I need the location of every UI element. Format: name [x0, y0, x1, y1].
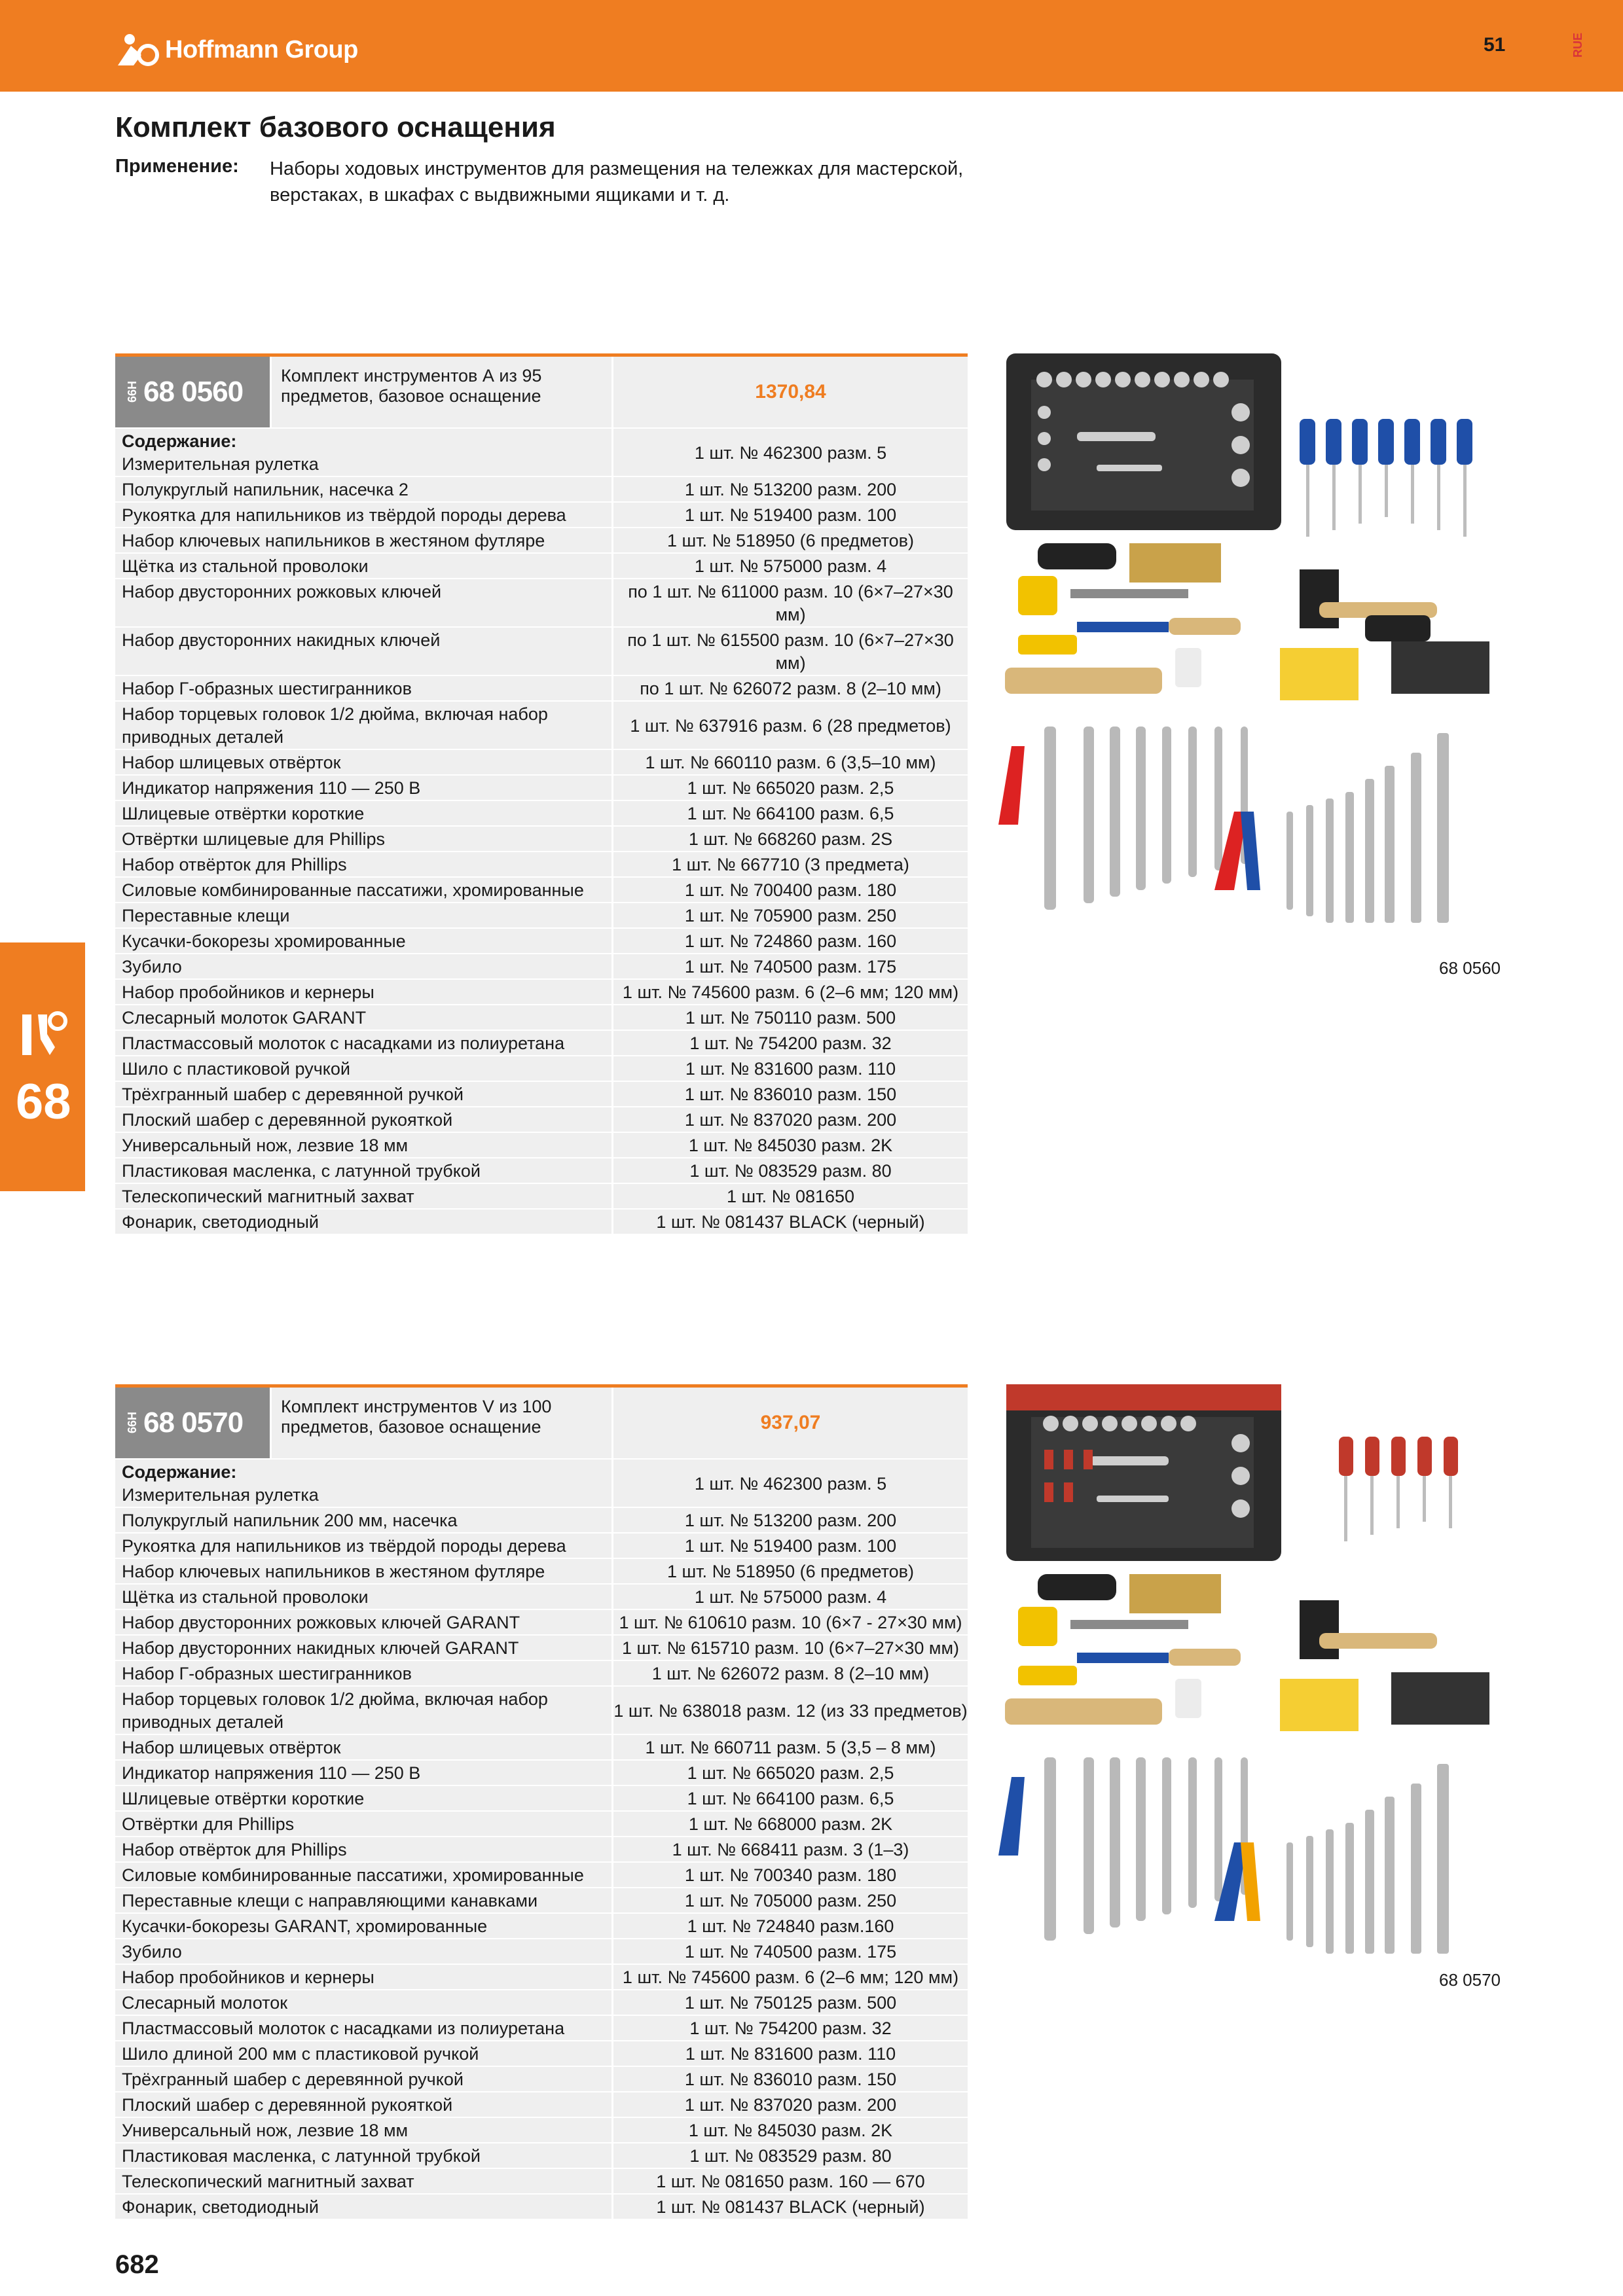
item-name: [115, 1610, 611, 1634]
item-spec: 1 шт. № 836010 разм. 150: [611, 2067, 968, 2091]
item-name: [115, 929, 611, 953]
item-name-text: Отвёртки для Phillips: [122, 1814, 295, 1834]
item-name: [115, 2092, 611, 2117]
item-spec: по 1 шт. № 611000 разм. 10 (6×7–27×30 мм): [611, 579, 968, 626]
item-spec: 1 шт. № 518950 (6 предметов): [611, 1559, 968, 1583]
item-spec: 1 шт. № 462300 разм. 5: [611, 1460, 968, 1507]
table-row: [115, 1208, 968, 1234]
item-name-text: Набор пробойников и кернеры: [122, 1967, 374, 1987]
item-name: [115, 750, 611, 774]
tools-icon: [18, 1008, 68, 1060]
item-name: [115, 628, 611, 675]
item-spec: 1 шт. № 754200 разм. 32: [611, 2016, 968, 2040]
table-row: [115, 476, 968, 501]
item-name: [115, 1863, 611, 1887]
table-row: [115, 527, 968, 552]
item-spec: 1 шт. № 754200 разм. 32: [611, 1031, 968, 1055]
tool-set-image: [998, 353, 1509, 942]
item-name: [115, 1056, 611, 1081]
table-row: [115, 1183, 968, 1208]
item-spec: 1 шт. № 745600 разм. 6 (2–6 мм; 120 мм): [611, 980, 968, 1004]
table-row: [115, 1836, 968, 1861]
item-name: [115, 1914, 611, 1938]
table-row: [115, 1157, 968, 1183]
table-row: [115, 774, 968, 800]
contents-label: Содержание:: [122, 1462, 237, 1482]
item-name-text: Измерительная рулетка: [122, 454, 319, 474]
item-spec: 1 шт. № 462300 разм. 5: [611, 429, 968, 476]
item-spec: 1 шт. № 724860 разм. 160: [611, 929, 968, 953]
item-spec: 1 шт. № 615710 разм. 10 (6×7–27×30 мм): [611, 1636, 968, 1660]
item-name-text: Шлицевые отвёртки короткие: [122, 1789, 365, 1808]
item-name-text: Силовые комбинированные пассатижи, хромированные: [122, 880, 584, 900]
contents-table: [115, 1458, 968, 2219]
item-name-text: Щётка из стальной проволоки: [122, 1587, 369, 1607]
item-name: [115, 1939, 611, 1964]
item-name-text: Плоский шабер с деревянной рукояткой: [122, 1110, 453, 1130]
item-name-text: Шило длиной 200 мм с пластиковой ручкой: [122, 2044, 479, 2064]
item-name: [115, 2016, 611, 2040]
table-row: [115, 1861, 968, 1887]
item-name: [115, 1184, 611, 1208]
item-spec: 1 шт. № 610610 разм. 10 (6×7 - 27×30 мм): [611, 1610, 968, 1634]
item-name-text: Измерительная рулетка: [122, 1485, 319, 1505]
table-row: [115, 1055, 968, 1081]
item-spec: 1 шт. № 575000 разм. 4: [611, 554, 968, 578]
item-spec: по 1 шт. № 626072 разм. 8 (2–10 мм): [611, 676, 968, 700]
item-spec: 1 шт. № 081650: [611, 1184, 968, 1208]
item-name: [115, 878, 611, 902]
item-name-text: Телескопический магнитный захват: [122, 2172, 414, 2191]
item-name: [115, 1158, 611, 1183]
table-row: [115, 1532, 968, 1558]
item-name-text: Набор торцевых головок 1/2 дюйма, включая набор приводных деталей: [122, 1689, 548, 1732]
item-name: [115, 1508, 611, 1532]
brand-logo[interactable]: [115, 33, 358, 67]
item-name-text: Универсальный нож, лезвие 18 мм: [122, 1136, 409, 1155]
item-name: [115, 1133, 611, 1157]
table-row: [115, 1558, 968, 1583]
table-row: [115, 1507, 968, 1532]
item-name-text: Слесарный молоток GARANT: [122, 1008, 367, 1028]
item-spec: 1 шт. № 845030 разм. 2K: [611, 1133, 968, 1157]
item-name-text: Индикатор напряжения 110 — 250 В: [122, 778, 421, 798]
item-spec: 1 шт. № 081437 BLACK (черный): [611, 1210, 968, 1234]
table-row: [115, 1004, 968, 1030]
item-spec: 1 шт. № 664100 разм. 6,5: [611, 1786, 968, 1810]
table-row: [115, 978, 968, 1004]
table-row: [115, 1685, 968, 1734]
item-name: [115, 1636, 611, 1660]
table-row: [115, 876, 968, 902]
product-code[interactable]: 68 0570: [143, 1407, 244, 1439]
contents-table: [115, 427, 968, 1234]
item-name: [115, 2118, 611, 2142]
product-image: [998, 353, 1509, 942]
item-spec: 1 шт. № 083529 разм. 80: [611, 2144, 968, 2168]
page-header: [0, 0, 1623, 92]
item-spec: 1 шт. № 519400 разм. 100: [611, 503, 968, 527]
item-name: [115, 1107, 611, 1132]
item-spec: 1 шт. № 626072 разм. 8 (2–10 мм): [611, 1661, 968, 1685]
table-row: [115, 953, 968, 978]
item-name-text: Набор торцевых головок 1/2 дюйма, включая набор приводных деталей: [122, 704, 548, 747]
item-name-text: Переставные клещи с направляющими канавками: [122, 1891, 538, 1910]
item-name: [115, 2067, 611, 2091]
product-prefix: 66H: [126, 1412, 139, 1434]
item-name-text: Переставные клещи: [122, 906, 290, 925]
application-label: Применение:: [115, 156, 239, 177]
item-spec: 1 шт. № 638018 разм. 12 (из 33 предметов): [611, 1687, 968, 1734]
item-spec: 1 шт. № 750125 разм. 500: [611, 1990, 968, 2015]
table-row: [115, 902, 968, 927]
item-spec: 1 шт. № 831600 разм. 110: [611, 2041, 968, 2066]
item-name: [115, 503, 611, 527]
item-spec: 1 шт. № 837020 разм. 200: [611, 1107, 968, 1132]
product-image: [998, 1384, 1509, 1973]
product-name: Комплект инструментов А из 95 предметов, базовое оснащение: [270, 357, 611, 427]
table-row: [115, 2091, 968, 2117]
item-name: [115, 1761, 611, 1785]
item-name: [115, 1837, 611, 1861]
item-name: [115, 776, 611, 800]
table-row: [115, 825, 968, 851]
table-row: [115, 1989, 968, 2015]
item-name: [115, 1082, 611, 1106]
item-spec: 1 шт. № 513200 разм. 200: [611, 477, 968, 501]
table-row: [115, 1458, 968, 1507]
table-row: [115, 675, 968, 700]
item-spec: 1 шт. № 660711 разм. 5 (3,5 – 8 мм): [611, 1735, 968, 1759]
item-name: [115, 2144, 611, 2168]
contents-label: Содержание:: [122, 431, 237, 451]
table-row: [115, 1785, 968, 1810]
item-name-text: Плоский шабер с деревянной рукояткой: [122, 2095, 453, 2115]
item-name-text: Щётка из стальной проволоки: [122, 556, 369, 576]
table-row: [115, 501, 968, 527]
item-spec: 1 шт. № 518950 (6 предметов): [611, 528, 968, 552]
table-row: [115, 2193, 968, 2219]
item-name-text: Трёхгранный шабер с деревянной ручкой: [122, 2070, 464, 2089]
item-name-text: Кусачки-бокорезы хромированные: [122, 931, 406, 951]
item-name: [115, 528, 611, 552]
item-name: [115, 980, 611, 1004]
item-name: [115, 954, 611, 978]
item-name: [115, 1005, 611, 1030]
item-name-text: Пластиковая масленка, с латунной трубкой: [122, 2146, 481, 2166]
item-name-text: Набор ключевых напильников в жестяном футляре: [122, 1562, 545, 1581]
item-name-text: Пластмассовый молоток с насадками из полиуретана: [122, 1033, 565, 1053]
page-number-bottom: 682: [115, 2250, 159, 2279]
item-name-text: Набор Г-образных шестигранников: [122, 1664, 412, 1683]
item-name: [115, 1031, 611, 1055]
item-name-text: Рукоятка для напильников из твёрдой породы дерева: [122, 505, 566, 525]
tool-set-image: [998, 1384, 1509, 1973]
product-id: [115, 357, 270, 427]
table-row: [115, 1660, 968, 1685]
item-name: [115, 1559, 611, 1583]
item-name-text: Зубило: [122, 1942, 182, 1962]
item-spec: 1 шт. № 700340 разм. 180: [611, 1863, 968, 1887]
product-id: [115, 1388, 270, 1458]
table-row: [115, 578, 968, 626]
item-spec: 1 шт. № 637916 разм. 6 (28 предметов): [611, 702, 968, 749]
item-name-text: Слесарный молоток: [122, 1993, 288, 2013]
item-name: [115, 1460, 611, 1507]
item-name: [115, 702, 611, 749]
table-row: [115, 1759, 968, 1785]
item-spec: 1 шт. № 668260 разм. 2S: [611, 827, 968, 851]
table-row: [115, 2117, 968, 2142]
item-name-text: Набор двусторонних накидных ключей: [122, 630, 441, 650]
item-name-text: Кусачки-бокорезы GARANT, хромированные: [122, 1916, 488, 1936]
hoffmann-logo-icon: [115, 33, 161, 67]
table-row: [115, 749, 968, 774]
item-name: [115, 477, 611, 501]
item-name-text: Зубило: [122, 957, 182, 977]
item-name-text: Отвёртки шлицевые для Phillips: [122, 829, 386, 849]
table-row: [115, 427, 968, 476]
item-spec: 1 шт. № 724840 разм.160: [611, 1914, 968, 1938]
table-row: [115, 2066, 968, 2091]
table-row: [115, 927, 968, 953]
item-spec: 1 шт. № 664100 разм. 6,5: [611, 801, 968, 825]
item-name-text: Набор отвёрток для Phillips: [122, 1840, 347, 1859]
item-spec: 1 шт. № 705900 разм. 250: [611, 903, 968, 927]
item-name-text: Универсальный нож, лезвие 18 мм: [122, 2121, 409, 2140]
item-spec: 1 шт. № 660110 разм. 6 (3,5–10 мм): [611, 750, 968, 774]
item-name: [115, 1210, 611, 1234]
item-spec: 1 шт. № 083529 разм. 80: [611, 1158, 968, 1183]
chapter-number: 68: [16, 1074, 71, 1130]
item-name-text: Набор двусторонних рожковых ключей: [122, 582, 442, 601]
table-row: [115, 1634, 968, 1660]
table-row: [115, 1583, 968, 1609]
table-row: [115, 851, 968, 876]
item-name-text: Полукруглый напильник, насечка 2: [122, 480, 409, 499]
product-section: [115, 1384, 968, 2219]
table-row: [115, 1912, 968, 1938]
item-name-text: Фонарик, светодиодный: [122, 2197, 319, 2217]
item-spec: 1 шт. № 668411 разм. 3 (1–3): [611, 1837, 968, 1861]
item-name-text: Набор шлицевых отвёрток: [122, 1738, 341, 1757]
item-spec: 1 шт. № 700400 разм. 180: [611, 878, 968, 902]
page-number-top: 51: [1484, 34, 1506, 56]
item-name-text: Набор отвёрток для Phillips: [122, 855, 347, 874]
table-row: [115, 552, 968, 578]
item-spec: 1 шт. № 740500 разм. 175: [611, 1939, 968, 1964]
product-price: 937,07: [611, 1388, 968, 1458]
item-name: [115, 2195, 611, 2219]
table-row: [115, 2168, 968, 2193]
language-code: RUE: [1571, 33, 1584, 58]
table-row: [115, 2040, 968, 2066]
item-name: [115, 1990, 611, 2015]
item-spec: 1 шт. № 837020 разм. 200: [611, 2092, 968, 2117]
product-prefix: 66H: [126, 381, 139, 403]
item-name-text: Фонарик, светодиодный: [122, 1212, 319, 1232]
image-caption: 68 0560: [1439, 958, 1501, 978]
item-name-text: Полукруглый напильник 200 мм, насечка: [122, 1511, 458, 1530]
item-spec: 1 шт. № 745600 разм. 6 (2–6 мм; 120 мм): [611, 1965, 968, 1989]
item-name-text: Телескопический магнитный захват: [122, 1187, 414, 1206]
item-name-text: Рукоятка для напильников из твёрдой породы дерева: [122, 1536, 566, 1556]
item-name-text: Набор ключевых напильников в жестяном футляре: [122, 531, 545, 550]
item-name: [115, 1687, 611, 1734]
item-name: [115, 1735, 611, 1759]
table-row: [115, 1106, 968, 1132]
item-name-text: Пластмассовый молоток с насадками из полиуретана: [122, 2018, 565, 2038]
item-name-text: Набор Г-образных шестигранников: [122, 679, 412, 698]
table-row: [115, 2015, 968, 2040]
item-name-text: Индикатор напряжения 110 — 250 В: [122, 1763, 421, 1783]
product-code[interactable]: 68 0560: [143, 376, 244, 408]
item-name: [115, 827, 611, 851]
table-row: [115, 1734, 968, 1759]
item-name: [115, 1585, 611, 1609]
table-row: [115, 1081, 968, 1106]
item-name: [115, 554, 611, 578]
table-row: [115, 800, 968, 825]
item-name: [115, 429, 611, 476]
item-name-text: Пластиковая масленка, с латунной трубкой: [122, 1161, 481, 1181]
item-spec: 1 шт. № 665020 разм. 2,5: [611, 1761, 968, 1785]
item-name: [115, 579, 611, 626]
item-name-text: Силовые комбинированные пассатижи, хромированные: [122, 1865, 584, 1885]
product-header: [115, 1384, 968, 1458]
application-text: Наборы ходовых инструментов для размещения на тележках для мастерской, верстаках, в шкафах с выдвижными ящиками и т. д.: [270, 158, 964, 206]
table-row: [115, 1030, 968, 1055]
table-row: [115, 700, 968, 749]
item-spec: 1 шт. № 740500 разм. 175: [611, 954, 968, 978]
item-spec: 1 шт. № 831600 разм. 110: [611, 1056, 968, 1081]
item-name-text: Набор двусторонних накидных ключей GARANT: [122, 1638, 519, 1658]
chapter-tab[interactable]: [0, 942, 85, 1191]
item-name: [115, 1534, 611, 1558]
item-spec: 1 шт. № 575000 разм. 4: [611, 1585, 968, 1609]
item-name-text: Трёхгранный шабер с деревянной ручкой: [122, 1085, 464, 1104]
page-title: Комплект базового оснащения: [115, 111, 556, 143]
item-name-text: Шлицевые отвёртки короткие: [122, 804, 365, 823]
item-spec: 1 шт. № 836010 разм. 150: [611, 1082, 968, 1106]
item-spec: 1 шт. № 081437 BLACK (черный): [611, 2195, 968, 2219]
item-spec: 1 шт. № 081650 разм. 160 — 670: [611, 2169, 968, 2193]
item-name: [115, 1965, 611, 1989]
table-row: [115, 1938, 968, 1964]
item-spec: 1 шт. № 519400 разм. 100: [611, 1534, 968, 1558]
item-name: [115, 1661, 611, 1685]
item-name: [115, 1888, 611, 1912]
brand-name: Hoffmann Group: [165, 35, 358, 63]
product-section: [115, 353, 968, 1234]
item-spec: 1 шт. № 513200 разм. 200: [611, 1508, 968, 1532]
item-spec: 1 шт. № 668000 разм. 2K: [611, 1812, 968, 1836]
table-row: [115, 1810, 968, 1836]
product-price: 1370,84: [611, 357, 968, 427]
item-name: [115, 676, 611, 700]
product-name: Комплект инструментов V из 100 предметов, базовое оснащение: [270, 1388, 611, 1458]
item-name-text: Набор пробойников и кернеры: [122, 982, 374, 1002]
table-row: [115, 1132, 968, 1157]
table-row: [115, 1609, 968, 1634]
item-name-text: Набор шлицевых отвёрток: [122, 753, 341, 772]
table-row: [115, 1887, 968, 1912]
table-row: [115, 2142, 968, 2168]
product-header: [115, 353, 968, 427]
item-name: [115, 852, 611, 876]
item-name: [115, 2169, 611, 2193]
item-name-text: Шило с пластиковой ручкой: [122, 1059, 351, 1079]
item-spec: 1 шт. № 665020 разм. 2,5: [611, 776, 968, 800]
item-spec: 1 шт. № 667710 (3 предмета): [611, 852, 968, 876]
item-name: [115, 2041, 611, 2066]
item-spec: 1 шт. № 750110 разм. 500: [611, 1005, 968, 1030]
item-name-text: Набор двусторонних рожковых ключей GARANT: [122, 1613, 520, 1632]
item-name: [115, 1812, 611, 1836]
item-spec: по 1 шт. № 615500 разм. 10 (6×7–27×30 мм): [611, 628, 968, 675]
table-row: [115, 626, 968, 675]
item-name: [115, 801, 611, 825]
table-row: [115, 1964, 968, 1989]
item-spec: 1 шт. № 705000 разм. 250: [611, 1888, 968, 1912]
image-caption: 68 0570: [1439, 1970, 1501, 1990]
item-spec: 1 шт. № 845030 разм. 2K: [611, 2118, 968, 2142]
item-name: [115, 903, 611, 927]
item-name: [115, 1786, 611, 1810]
